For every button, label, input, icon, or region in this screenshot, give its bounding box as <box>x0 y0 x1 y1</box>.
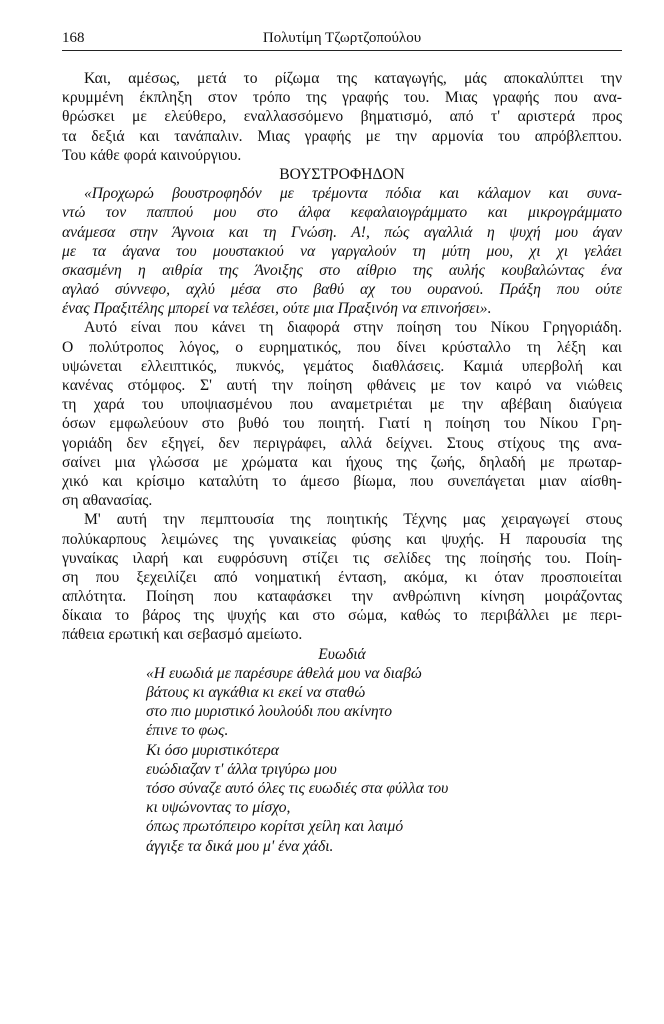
poem-line: άγγιξε τα δικά μου μ' ένα χάδι. <box>146 837 334 855</box>
text-line: πολύκαρπους λειμώνες της γυναικείας φύσης και ψυχής. Η παρουσία της <box>62 530 622 548</box>
text-line: γοριάδη δεν εξηγεί, δεν περιγράφει, αλλά δείχνει. Στους στίχους της ανα- <box>62 434 622 452</box>
text-line: τα δεξιά και τανάπαλιν. Μιας γραφής με την αρμονία του απρόβλεπτου. <box>62 127 622 145</box>
text-line: σαίνει μια γλώσσα με χρώματα και ήχους της ζωής, δηλαδή με πρωταρ- <box>62 453 622 471</box>
text-line: χικό και κρίσιμο καταλύτη το άμεσο βίωμα, που συνεπάγεται μιαν αίσθη- <box>62 472 622 490</box>
poem-line: κι υψώνοντας το μίσχο, <box>146 799 291 817</box>
text-line: ένας Πραξιτέλης μπορεί να τελέσει, ούτε μια Πραξινόη να επινοήσει». <box>62 300 492 318</box>
poem-line: ευώδιαζαν τ' άλλα τριγύρω μου <box>146 760 337 778</box>
text-line: κρυμμένη έκπληξη στον τρόπο της γραφής του. Μιας γραφής που ανα- <box>62 89 622 107</box>
text-line: Ο πολύτροπος λόγος, ο ευρηματικός, που δίνει κρύσταλλο τη λέξη και <box>62 338 622 356</box>
text-line: Και, αμέσως, μετά το ρίζωμα της καταγωγής, μάς αποκαλύπτει την <box>84 70 622 87</box>
page-number: 168 <box>62 30 85 46</box>
running-title: Πολυτίμη Τζωρτζοπούλου <box>262 30 422 46</box>
text-line: πάθεια ερωτική και σεβασμό αμείωτο. <box>62 626 303 644</box>
header-rule <box>62 50 622 51</box>
text-line: κανένας στόμφος. Σ' αυτή την ποίηση φθάνεις με τον καιρό να νιώθεις <box>62 377 622 394</box>
page-header <box>62 30 622 52</box>
section-heading: ΒΟΥΣΤΡΟΦΗΔΟΝ <box>279 165 405 183</box>
text-line: γυναίκας ιλαρή και ευφρόσυνη στίζει τις σελίδες της ποίησής του. Ποίη- <box>62 549 622 567</box>
text-line: ση αθανασίας. <box>62 492 153 510</box>
text-line: σκασμένη η αιθρία της Άνοιξης στο αίθριο της αυλής κουβαλώντας ένα <box>62 261 622 279</box>
text-line: ανάμεσα στην Άγνοια και τη Γνώση. Α!, πώς αγαλλιά η ψυχή μου άγαν <box>62 223 622 241</box>
poem-line: «Η ευωδιά με παρέσυρε άθελά μου να διαβώ <box>146 664 422 682</box>
poem-line: στο πιο μυριστικό λουλούδι που ακίνητο <box>146 703 392 721</box>
text-line: «Προχωρώ βουστροφηδόν με τρέμοντα πόδια και κάλαμον και συνα- <box>84 185 622 203</box>
text-line: απλότητα. Ποίηση που καταφάσκει την ανθρώπινη κίνηση μοιράζοντας <box>62 588 622 606</box>
text-line: Μ' αυτή την πεμπτουσία της ποιητικής Τέχνης μας χειραγωγεί στους <box>84 511 622 529</box>
poem-line: βάτους κι αγκάθια κι εκεί να σταθώ <box>146 684 366 701</box>
body-text <box>62 69 622 856</box>
text-line: θρώσκει με ελεύθερο, εναλλασσόμενο βηματισμό, από τ' αριστερά προς <box>62 108 622 126</box>
section-heading: Ευωδιά <box>318 645 366 663</box>
text-line: αγλαό σύννεφο, αχλύ μέσα στο βαθύ αχ του ουρανού. Πράξη που ούτε <box>62 281 622 299</box>
text-line: ντώ τον παππού μου στο άλφα κεφαλαιογράμματο και μικρογράμματο <box>62 204 622 222</box>
text-line: υψώνεται ελλειπτικός, πυκνός, γεμάτος διαθλάσεις. Καμιά υπερβολή και <box>62 357 622 375</box>
text-line: Του κάθε φορά καινούργιου. <box>62 146 242 164</box>
text-line: δίκαια το βάρος της ψυχής και στο σώμα, καθώς το περιβάλλει με περι- <box>62 607 622 625</box>
text-line: Αυτό είναι που κάνει τη διαφορά στην ποίηση του Νίκου Γρηγοριάδη. <box>84 319 622 337</box>
poem-line: Κι όσο μυριστικότερα <box>146 741 279 759</box>
poem-line: τόσο σύναζε αυτό όλες τις ευωδιές στα φύλλα του <box>146 779 449 797</box>
text-line: ση που ξεχειλίζει από νοηματική ένταση, ακόμα, κι όταν προσποιείται <box>62 568 622 586</box>
text-line: με τα άγανα του μουστακιού να γαργαλούν τη μύτη μου, χι χι γελάει <box>62 242 622 260</box>
text-line: όσων εμφωλεύουν στο βυθό του ποιητή. Γιατί η ποίηση του Νίκου Γρη- <box>62 415 622 433</box>
poem-line: όπως πρωτόπειρο κορίτσι χείλη και λαιμό <box>146 818 404 836</box>
text-line: τη χαρά του υποψιασμένου που αναμετριέται με την αβέβαιη διαύγεια <box>62 396 622 414</box>
poem-line: έπινε το φως. <box>146 722 229 740</box>
